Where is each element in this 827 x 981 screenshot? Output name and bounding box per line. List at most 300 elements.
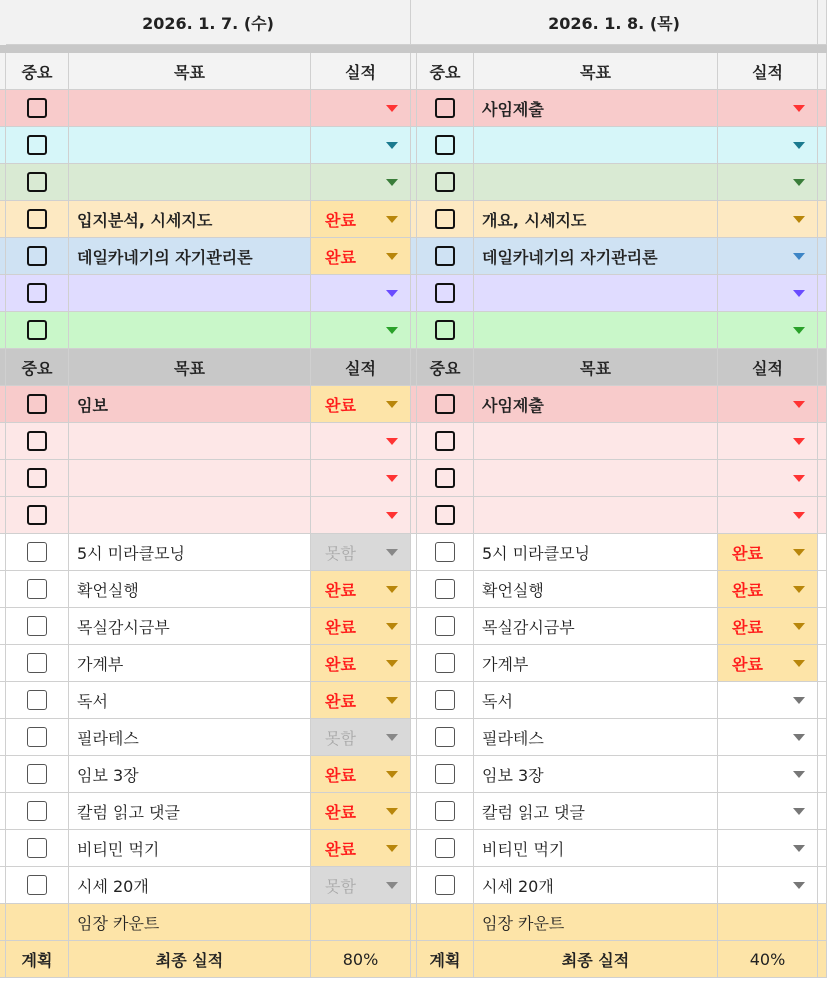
result-value: 못함: [325, 876, 356, 896]
result-label: 실적: [752, 62, 783, 82]
dropdown-arrow-icon[interactable]: [793, 401, 805, 408]
dropdown-arrow-icon[interactable]: [793, 660, 805, 667]
result-dropdown[interactable]: [311, 645, 411, 682]
result-dropdown[interactable]: [718, 127, 818, 164]
dropdown-arrow-icon[interactable]: [793, 512, 805, 519]
checkbox[interactable]: [435, 246, 455, 266]
dropdown-arrow-icon[interactable]: [386, 475, 398, 482]
dropdown-arrow-icon[interactable]: [793, 475, 805, 482]
spacer: [818, 793, 827, 830]
checkbox[interactable]: [435, 653, 455, 673]
checkbox[interactable]: [435, 764, 455, 784]
dropdown-arrow-icon[interactable]: [386, 882, 398, 889]
checkbox[interactable]: [435, 283, 455, 303]
checkbox-cell[interactable]: [6, 571, 69, 608]
goal-cell[interactable]: [474, 497, 718, 534]
goal-text: 시세 20개: [77, 876, 149, 896]
result-dropdown[interactable]: [718, 867, 818, 904]
date-label: 2026. 1. 7. (수): [142, 13, 274, 33]
goal-cell[interactable]: [474, 127, 718, 164]
goal-cell[interactable]: [69, 90, 311, 127]
checkbox-cell[interactable]: [417, 793, 474, 830]
goal-cell[interactable]: [474, 608, 718, 645]
checkbox[interactable]: [435, 838, 455, 858]
checkbox[interactable]: [435, 727, 455, 747]
checkbox[interactable]: [435, 542, 455, 562]
goal-cell[interactable]: [69, 164, 311, 201]
goal-text: 비티민 먹기: [77, 839, 160, 859]
task-row: [0, 460, 827, 497]
result-dropdown[interactable]: [311, 90, 411, 127]
checkbox-cell[interactable]: [6, 423, 69, 460]
dropdown-arrow-icon[interactable]: [793, 808, 805, 815]
checkbox-cell[interactable]: [6, 460, 69, 497]
count-row: [0, 904, 827, 941]
checkbox-cell[interactable]: [417, 867, 474, 904]
result-value: 못함: [325, 543, 356, 563]
goal-text: 확언실행: [77, 580, 139, 600]
checkbox-cell[interactable]: [417, 275, 474, 312]
dropdown-arrow-icon[interactable]: [793, 179, 805, 186]
checkbox-cell[interactable]: [6, 201, 69, 238]
goal-text: 목실감시금부: [77, 617, 170, 637]
spacer: [818, 497, 827, 534]
checkbox-cell[interactable]: [417, 238, 474, 275]
habit-row: [0, 571, 827, 608]
result-dropdown[interactable]: [311, 164, 411, 201]
goal-text: 필라테스: [77, 728, 139, 748]
date-label: 2026. 1. 8. (목): [548, 13, 680, 33]
result-dropdown[interactable]: [311, 275, 411, 312]
habit-row: [0, 830, 827, 867]
checkbox-cell[interactable]: [6, 312, 69, 349]
result-value: 완료: [325, 691, 356, 711]
count-label: 임장 카운트: [77, 913, 160, 933]
result-header: [718, 53, 818, 90]
dropdown-arrow-icon[interactable]: [793, 586, 805, 593]
goal-text: 사임제출: [482, 99, 544, 119]
importance-header: [6, 53, 69, 90]
dropdown-arrow-icon[interactable]: [386, 697, 398, 704]
dropdown-arrow-icon[interactable]: [793, 623, 805, 630]
final-percent-cell: [718, 941, 818, 978]
result-dropdown[interactable]: [311, 201, 411, 238]
checkbox[interactable]: [435, 505, 455, 525]
importance-header: [6, 349, 69, 386]
dropdown-arrow-icon[interactable]: [386, 290, 398, 297]
checkbox-cell[interactable]: [6, 238, 69, 275]
result-dropdown[interactable]: [718, 645, 818, 682]
result-value: 완료: [325, 802, 356, 822]
checkbox[interactable]: [435, 431, 455, 451]
goal-cell[interactable]: [69, 608, 311, 645]
checkbox[interactable]: [27, 764, 47, 784]
result-dropdown[interactable]: [718, 460, 818, 497]
checkbox-cell[interactable]: [6, 164, 69, 201]
task-row: [0, 497, 827, 534]
dropdown-arrow-icon[interactable]: [386, 105, 398, 112]
goal-cell[interactable]: [69, 571, 311, 608]
checkbox-cell[interactable]: [417, 164, 474, 201]
checkbox[interactable]: [27, 875, 47, 895]
result-dropdown[interactable]: [718, 830, 818, 867]
goal-label: 목표: [580, 358, 611, 378]
checkbox[interactable]: [435, 468, 455, 488]
checkbox-cell[interactable]: [417, 534, 474, 571]
goal-cell[interactable]: [474, 201, 718, 238]
dropdown-arrow-icon[interactable]: [386, 549, 398, 556]
checkbox[interactable]: [435, 801, 455, 821]
result-dropdown[interactable]: [311, 867, 411, 904]
checkbox-cell[interactable]: [417, 201, 474, 238]
goal-cell[interactable]: [69, 127, 311, 164]
checkbox[interactable]: [27, 172, 47, 192]
result-dropdown[interactable]: [718, 756, 818, 793]
checkbox[interactable]: [27, 283, 47, 303]
checkbox[interactable]: [435, 616, 455, 636]
goal-header: [69, 349, 311, 386]
goal-cell[interactable]: [69, 793, 311, 830]
result-dropdown[interactable]: [311, 460, 411, 497]
goal-text: 입지분석, 시세지도: [77, 210, 213, 230]
goal-cell[interactable]: [474, 645, 718, 682]
goal-cell[interactable]: [69, 238, 311, 275]
checkbox-cell[interactable]: [417, 460, 474, 497]
result-dropdown[interactable]: [311, 571, 411, 608]
date-header-left: [6, 0, 411, 45]
spacer: [818, 867, 827, 904]
goal-cell[interactable]: [474, 571, 718, 608]
checkbox[interactable]: [27, 320, 47, 340]
goal-cell[interactable]: [69, 756, 311, 793]
goal-label: 목표: [174, 358, 205, 378]
goal-cell[interactable]: [69, 534, 311, 571]
goal-text: 임보 3장: [482, 765, 544, 785]
result-dropdown[interactable]: [718, 497, 818, 534]
checkbox[interactable]: [27, 98, 47, 118]
dropdown-arrow-icon[interactable]: [386, 512, 398, 519]
result-value: 못함: [325, 728, 356, 748]
goal-cell[interactable]: [474, 423, 718, 460]
checkbox[interactable]: [27, 838, 47, 858]
result-value: 완료: [325, 765, 356, 785]
goal-cell[interactable]: [69, 682, 311, 719]
checkbox-cell[interactable]: [6, 719, 69, 756]
goal-text: 칼럼 읽고 댓글: [77, 802, 180, 822]
result-dropdown[interactable]: [311, 312, 411, 349]
result-dropdown[interactable]: [718, 386, 818, 423]
spacer: [818, 423, 827, 460]
dropdown-arrow-icon[interactable]: [386, 734, 398, 741]
count-label-cell: [69, 904, 311, 941]
checkbox[interactable]: [27, 505, 47, 525]
dropdown-arrow-icon[interactable]: [793, 105, 805, 112]
result-dropdown[interactable]: [311, 719, 411, 756]
result-dropdown[interactable]: [311, 793, 411, 830]
plan-label: 계획: [21, 950, 53, 970]
priority-row: [0, 312, 827, 349]
count-value-cell[interactable]: [311, 904, 411, 941]
importance-label: 중요: [429, 62, 461, 82]
checkbox-cell[interactable]: [6, 90, 69, 127]
checkbox-cell[interactable]: [6, 830, 69, 867]
habit-row: [0, 608, 827, 645]
goal-text: 5시 미라클모닝: [482, 543, 591, 563]
final-percent-cell: [311, 941, 411, 978]
checkbox-cell[interactable]: [417, 423, 474, 460]
checkbox[interactable]: [27, 431, 47, 451]
dropdown-arrow-icon[interactable]: [386, 771, 398, 778]
checkbox-cell[interactable]: [417, 830, 474, 867]
goal-header: [474, 53, 718, 90]
goal-cell[interactable]: [69, 386, 311, 423]
goal-text: 확언실행: [482, 580, 544, 600]
goal-text: 시세 20개: [482, 876, 554, 896]
dropdown-arrow-icon[interactable]: [386, 586, 398, 593]
goal-cell[interactable]: [474, 793, 718, 830]
result-value: 완료: [325, 580, 356, 600]
goal-cell[interactable]: [69, 201, 311, 238]
goal-cell[interactable]: [474, 867, 718, 904]
goal-text: 개요, 시세지도: [482, 210, 587, 230]
spacer: [818, 460, 827, 497]
result-dropdown[interactable]: [718, 719, 818, 756]
checkbox[interactable]: [27, 579, 47, 599]
result-value: 완료: [325, 247, 356, 267]
dropdown-arrow-icon[interactable]: [386, 438, 398, 445]
goal-text: 데일카네기의 자기관리론: [482, 247, 658, 267]
result-dropdown[interactable]: [311, 756, 411, 793]
result-dropdown[interactable]: [718, 164, 818, 201]
goal-cell[interactable]: [69, 645, 311, 682]
result-header: [311, 53, 411, 90]
dropdown-arrow-icon[interactable]: [386, 179, 398, 186]
goal-cell[interactable]: [69, 830, 311, 867]
checkbox-cell[interactable]: [417, 312, 474, 349]
goal-text: 목실감시금부: [482, 617, 575, 637]
checkbox-cell[interactable]: [6, 645, 69, 682]
checkbox-cell[interactable]: [6, 608, 69, 645]
result-dropdown[interactable]: [718, 682, 818, 719]
result-dropdown[interactable]: [718, 312, 818, 349]
result-dropdown[interactable]: [718, 571, 818, 608]
result-dropdown[interactable]: [718, 238, 818, 275]
result-dropdown[interactable]: [718, 608, 818, 645]
dropdown-arrow-icon[interactable]: [793, 845, 805, 852]
result-dropdown[interactable]: [311, 386, 411, 423]
count-blank: [6, 904, 69, 941]
result-dropdown[interactable]: [718, 90, 818, 127]
result-dropdown[interactable]: [311, 682, 411, 719]
spacer: [818, 0, 827, 45]
goal-cell[interactable]: [474, 238, 718, 275]
goal-text: 필라테스: [482, 728, 544, 748]
dropdown-arrow-icon[interactable]: [793, 216, 805, 223]
dropdown-arrow-icon[interactable]: [386, 401, 398, 408]
count-label: 임장 카운트: [482, 913, 565, 933]
result-dropdown[interactable]: [718, 793, 818, 830]
result-dropdown[interactable]: [311, 423, 411, 460]
dropdown-arrow-icon[interactable]: [793, 734, 805, 741]
summary-row: [0, 941, 827, 978]
importance-header: [417, 349, 474, 386]
result-dropdown[interactable]: [718, 275, 818, 312]
result-value: 완료: [325, 839, 356, 859]
checkbox-cell[interactable]: [6, 793, 69, 830]
priority-row: [0, 90, 827, 127]
goal-text: 가계부: [482, 654, 529, 674]
checkbox-cell[interactable]: [6, 275, 69, 312]
goal-cell[interactable]: [474, 756, 718, 793]
checkbox-cell[interactable]: [417, 386, 474, 423]
goal-cell[interactable]: [474, 275, 718, 312]
checkbox-cell[interactable]: [417, 645, 474, 682]
goal-cell[interactable]: [69, 312, 311, 349]
result-dropdown[interactable]: [311, 238, 411, 275]
result-dropdown[interactable]: [311, 497, 411, 534]
dropdown-arrow-icon[interactable]: [793, 253, 805, 260]
final-label: 최종 실적: [155, 950, 224, 970]
checkbox-cell[interactable]: [6, 682, 69, 719]
checkbox-cell[interactable]: [417, 571, 474, 608]
count-value-cell[interactable]: [718, 904, 818, 941]
checkbox-cell[interactable]: [6, 127, 69, 164]
checkbox[interactable]: [435, 98, 455, 118]
dropdown-arrow-icon[interactable]: [793, 290, 805, 297]
checkbox[interactable]: [27, 653, 47, 673]
goal-text: 임보 3장: [77, 765, 139, 785]
dropdown-arrow-icon[interactable]: [793, 697, 805, 704]
checkbox[interactable]: [27, 690, 47, 710]
dropdown-arrow-icon[interactable]: [386, 216, 398, 223]
count-blank: [417, 904, 474, 941]
goal-text: 데일카네기의 자기관리론: [77, 247, 253, 267]
checkbox-cell[interactable]: [417, 127, 474, 164]
checkbox[interactable]: [27, 246, 47, 266]
result-dropdown[interactable]: [311, 608, 411, 645]
checkbox-cell[interactable]: [417, 682, 474, 719]
checkbox-cell[interactable]: [417, 719, 474, 756]
task-row: [0, 386, 827, 423]
goal-cell[interactable]: [474, 386, 718, 423]
checkbox-cell[interactable]: [6, 497, 69, 534]
checkbox-cell[interactable]: [417, 608, 474, 645]
result-dropdown[interactable]: [718, 201, 818, 238]
goal-text: 칼럼 읽고 댓글: [482, 802, 585, 822]
checkbox-cell[interactable]: [417, 756, 474, 793]
checkbox[interactable]: [27, 727, 47, 747]
spacer: [818, 904, 827, 941]
result-dropdown[interactable]: [718, 534, 818, 571]
spacer: [818, 682, 827, 719]
result-dropdown[interactable]: [311, 830, 411, 867]
spacer: [818, 608, 827, 645]
goal-cell[interactable]: [474, 164, 718, 201]
goal-text: 5시 미라클모닝: [77, 543, 186, 563]
checkbox[interactable]: [27, 801, 47, 821]
checkbox-cell[interactable]: [6, 534, 69, 571]
checkbox[interactable]: [435, 209, 455, 229]
dropdown-arrow-icon[interactable]: [386, 845, 398, 852]
goal-cell[interactable]: [474, 682, 718, 719]
dropdown-arrow-icon[interactable]: [386, 253, 398, 260]
checkbox[interactable]: [27, 209, 47, 229]
dropdown-arrow-icon[interactable]: [793, 142, 805, 149]
checkbox-cell[interactable]: [6, 386, 69, 423]
goal-cell[interactable]: [69, 275, 311, 312]
checkbox-cell[interactable]: [6, 756, 69, 793]
dropdown-arrow-icon[interactable]: [386, 623, 398, 630]
dropdown-arrow-icon[interactable]: [793, 882, 805, 889]
dropdown-arrow-icon[interactable]: [386, 327, 398, 334]
plan-label-cell: [417, 941, 474, 978]
habit-row: [0, 756, 827, 793]
goal-cell[interactable]: [69, 497, 311, 534]
checkbox[interactable]: [27, 616, 47, 636]
spacer: [818, 164, 827, 201]
goal-cell[interactable]: [474, 534, 718, 571]
dropdown-arrow-icon[interactable]: [793, 771, 805, 778]
goal-cell[interactable]: [474, 719, 718, 756]
goal-cell[interactable]: [474, 90, 718, 127]
checkbox[interactable]: [435, 394, 455, 414]
goal-cell[interactable]: [69, 719, 311, 756]
importance-label: 중요: [21, 62, 53, 82]
dropdown-arrow-icon[interactable]: [793, 549, 805, 556]
checkbox-cell[interactable]: [6, 867, 69, 904]
checkbox[interactable]: [435, 320, 455, 340]
checkbox-cell[interactable]: [417, 90, 474, 127]
spacer: [818, 534, 827, 571]
goal-cell[interactable]: [69, 460, 311, 497]
dropdown-arrow-icon[interactable]: [386, 660, 398, 667]
result-value: 완료: [325, 395, 356, 415]
goal-text: 비티민 먹기: [482, 839, 565, 859]
checkbox[interactable]: [27, 394, 47, 414]
result-dropdown[interactable]: [718, 423, 818, 460]
checkbox[interactable]: [435, 579, 455, 599]
dropdown-arrow-icon[interactable]: [793, 327, 805, 334]
goal-cell[interactable]: [474, 312, 718, 349]
checkbox[interactable]: [435, 690, 455, 710]
dropdown-arrow-icon[interactable]: [386, 142, 398, 149]
checkbox[interactable]: [27, 135, 47, 155]
goal-label: 목표: [580, 62, 611, 82]
result-value: 완료: [732, 654, 763, 674]
result-dropdown[interactable]: [311, 127, 411, 164]
checkbox[interactable]: [27, 542, 47, 562]
goal-cell[interactable]: [474, 830, 718, 867]
goal-text: 사임제출: [482, 395, 544, 415]
checkbox[interactable]: [435, 135, 455, 155]
checkbox[interactable]: [435, 875, 455, 895]
goal-cell[interactable]: [69, 867, 311, 904]
dropdown-arrow-icon[interactable]: [793, 438, 805, 445]
goal-cell[interactable]: [69, 423, 311, 460]
dropdown-arrow-icon[interactable]: [386, 808, 398, 815]
spacer: [818, 386, 827, 423]
spacer: [818, 127, 827, 164]
checkbox-cell[interactable]: [417, 497, 474, 534]
importance-header: [417, 53, 474, 90]
spacer: [818, 238, 827, 275]
goal-cell[interactable]: [474, 460, 718, 497]
count-label-cell: [474, 904, 718, 941]
checkbox[interactable]: [27, 468, 47, 488]
result-dropdown[interactable]: [311, 534, 411, 571]
spacer: [818, 53, 827, 90]
checkbox[interactable]: [435, 172, 455, 192]
